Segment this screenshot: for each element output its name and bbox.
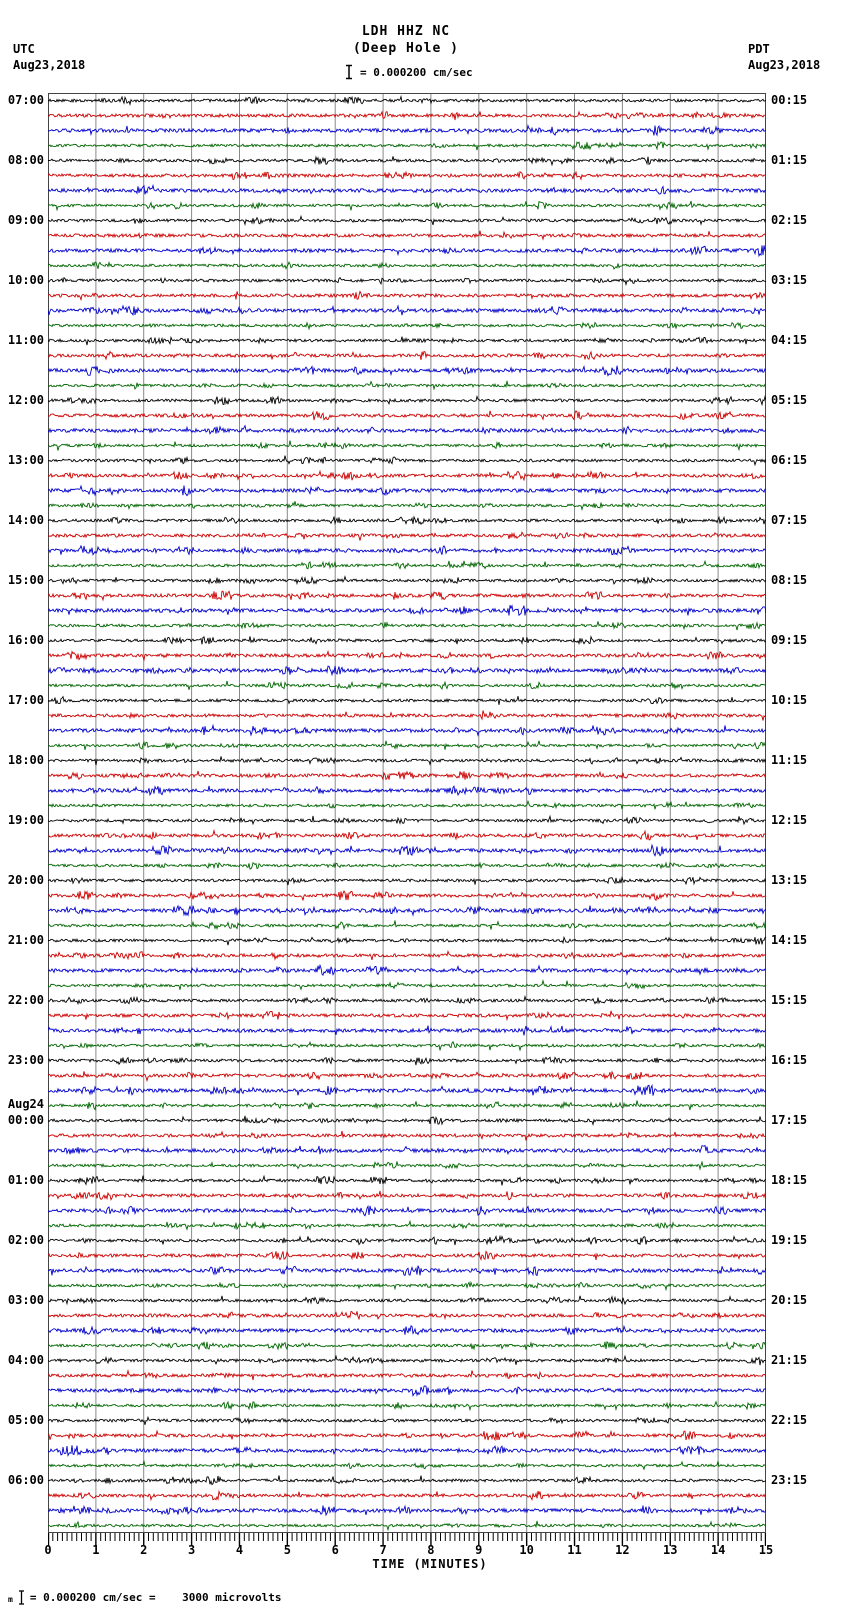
left-time-label: 03:00 <box>7 1293 44 1307</box>
seismogram-trace <box>48 726 766 736</box>
right-time-label: 08:15 <box>771 573 808 587</box>
seismogram-trace <box>48 501 766 509</box>
seismogram-trace <box>48 486 766 496</box>
right-time-label: 03:15 <box>771 273 808 287</box>
scale-bar-icon <box>345 64 353 80</box>
seismogram-trace <box>48 1417 766 1425</box>
seismogram-trace <box>48 921 766 930</box>
left-time-label: 08:00 <box>7 153 44 167</box>
seismogram-trace <box>48 397 766 405</box>
seismogram-trace <box>48 696 766 705</box>
left-time-label: 01:00 <box>7 1173 44 1187</box>
right-time-label: 13:15 <box>771 873 808 887</box>
title-block <box>260 24 552 56</box>
date-change-label: Aug24 <box>7 1097 44 1111</box>
right-timezone-label: PDT <box>748 42 770 56</box>
left-time-label: 10:00 <box>7 273 44 287</box>
minute-tick-label: 1 <box>92 1543 100 1557</box>
left-time-label: 21:00 <box>7 933 44 947</box>
seismogram-trace <box>48 845 766 856</box>
seismogram-trace <box>48 1085 766 1095</box>
left-time-label: 23:00 <box>7 1053 44 1067</box>
left-time-label: 18:00 <box>7 753 44 767</box>
left-time-label: 15:00 <box>7 573 44 587</box>
seismogram-trace <box>48 1056 766 1065</box>
seismogram-trace <box>48 1431 766 1440</box>
minute-tick-label: 3 <box>187 1543 196 1557</box>
seismogram-trace <box>48 877 766 885</box>
left-time-label: 22:00 <box>7 993 44 1007</box>
amplitude-scale-line <box>345 63 473 81</box>
left-time-label: 12:00 <box>7 393 44 407</box>
left-time-label: 19:00 <box>7 813 44 827</box>
left-time-label: 02:00 <box>7 1233 44 1247</box>
seismogram-trace <box>48 1191 766 1200</box>
left-date-label: Aug23,2018 <box>13 58 86 72</box>
minute-tick-label: 4 <box>235 1543 244 1557</box>
footer-scale-bar-icon <box>18 1590 25 1605</box>
seismogram-trace <box>48 981 766 990</box>
seismogram-trace <box>48 591 766 600</box>
seismogram-trace <box>48 997 766 1004</box>
seismogram-trace <box>48 366 766 376</box>
seismogram-trace <box>48 636 766 644</box>
seismogram-trace <box>48 323 766 329</box>
minute-tick-label: 6 <box>331 1543 339 1557</box>
seismogram-trace <box>48 456 766 465</box>
left-time-label: 13:00 <box>7 453 44 467</box>
left-time-label: 04:00 <box>7 1353 44 1367</box>
seismogram-trace <box>48 517 766 525</box>
left-time-label: 17:00 <box>7 693 44 707</box>
seismogram-trace <box>48 126 766 136</box>
seismogram-trace <box>48 1131 766 1141</box>
minute-tick-label: 10 <box>519 1543 534 1557</box>
right-time-label: 15:15 <box>771 993 808 1007</box>
minute-tick-label: 0 <box>44 1543 52 1557</box>
seismogram-trace <box>48 291 766 299</box>
seismogram-trace <box>48 1162 766 1170</box>
right-time-label: 14:15 <box>771 933 808 947</box>
seismogram-trace <box>48 172 766 180</box>
left-time-label: 09:00 <box>7 213 44 227</box>
seismogram-trace <box>48 1445 766 1455</box>
seismogram-trace <box>48 1042 766 1051</box>
seismogram-trace <box>48 381 766 389</box>
right-time-label: 05:15 <box>771 393 808 407</box>
x-axis-title: TIME (MINUTES) <box>372 1557 488 1571</box>
right-time-label: 07:15 <box>771 513 808 527</box>
seismogram-trace <box>48 156 766 164</box>
right-time-label: 17:15 <box>771 1113 808 1127</box>
seismogram-trace <box>48 831 766 840</box>
seismogram-trace <box>48 546 766 555</box>
left-time-label: 06:00 <box>7 1473 44 1487</box>
left-time-label: 16:00 <box>7 633 44 647</box>
left-time-label: 05:00 <box>7 1413 44 1427</box>
seismogram-trace <box>48 681 766 690</box>
seismogram-trace <box>48 1506 766 1515</box>
seismogram-trace <box>48 771 766 780</box>
right-date-label: Aug23,2018 <box>748 58 821 72</box>
seismogram-trace <box>48 532 766 540</box>
minute-tick-label: 2 <box>140 1543 148 1557</box>
seismogram-trace <box>48 1236 766 1245</box>
right-time-label: 01:15 <box>771 153 808 167</box>
right-timezone-block <box>748 41 820 73</box>
seismogram-trace <box>48 186 766 195</box>
seismogram-trace <box>48 1282 766 1289</box>
right-time-label: 19:15 <box>771 1233 808 1247</box>
seismogram-trace <box>48 471 766 480</box>
right-time-label: 04:15 <box>771 333 808 347</box>
seismogram-trace <box>48 1011 766 1020</box>
seismogram-trace <box>48 1116 766 1125</box>
seismogram-trace <box>48 1371 766 1381</box>
seismogram-trace <box>48 1176 766 1186</box>
minute-tick-label: 5 <box>283 1543 291 1557</box>
seismogram-trace <box>48 1101 766 1111</box>
seismogram-trace <box>48 112 766 121</box>
right-time-label: 23:15 <box>771 1473 808 1487</box>
seismogram-trace <box>48 621 766 630</box>
seismogram-trace <box>48 1026 766 1036</box>
left-time-label: 20:00 <box>7 873 44 887</box>
right-time-label: 09:15 <box>771 633 808 647</box>
seismogram-trace <box>48 652 766 660</box>
footer-scale-line <box>8 1588 282 1606</box>
left-time-label: 00:00 <box>7 1113 44 1127</box>
right-time-label: 11:15 <box>771 753 808 767</box>
seismogram-trace <box>48 1521 766 1530</box>
seismogram-trace <box>48 561 766 569</box>
seismogram-trace <box>48 1221 766 1229</box>
minute-tick-label: 7 <box>379 1543 387 1557</box>
scale-label: = 0.000200 cm/sec <box>360 65 473 79</box>
seismogram-trace <box>48 952 766 960</box>
minute-tick-label: 12 <box>615 1543 630 1557</box>
right-time-label: 00:15 <box>771 93 808 107</box>
right-time-label: 12:15 <box>771 813 808 827</box>
seismogram-trace <box>48 1251 766 1260</box>
left-timezone-label: UTC <box>13 42 35 56</box>
seismogram-trace <box>48 1311 766 1319</box>
station-title: LDH HHZ NC <box>361 24 451 39</box>
seismogram-trace <box>48 1386 766 1396</box>
seismogram-trace <box>48 1206 766 1216</box>
minute-tick-label: 8 <box>427 1543 435 1557</box>
seismogram-trace <box>48 741 766 750</box>
seismogram-trace <box>48 891 766 900</box>
seismogram-trace <box>48 278 766 285</box>
seismogram-trace <box>48 801 766 809</box>
left-time-label: 11:00 <box>7 333 44 347</box>
seismogram-trace <box>48 1461 766 1469</box>
right-time-label: 02:15 <box>771 213 808 227</box>
seismogram-trace <box>48 863 766 869</box>
seismogram-trace <box>48 411 766 420</box>
seismogram-trace <box>48 577 766 584</box>
seismogram-trace <box>48 1266 766 1276</box>
seismogram-trace <box>48 97 766 105</box>
minute-tick-label: 14 <box>710 1543 726 1557</box>
minute-tick-label: 13 <box>663 1543 678 1557</box>
right-time-label: 10:15 <box>771 693 808 707</box>
seismogram-trace <box>48 1356 766 1365</box>
right-time-label: 21:15 <box>771 1353 808 1367</box>
seismogram-trace <box>48 352 766 360</box>
seismogram-trace <box>48 711 766 721</box>
seismogram-trace <box>48 965 766 975</box>
seismogram-trace <box>48 666 766 675</box>
seismogram-trace <box>48 786 766 795</box>
right-time-label: 16:15 <box>771 1053 808 1067</box>
seismogram-trace <box>48 1326 766 1335</box>
seismogram-trace <box>48 441 766 451</box>
seismogram-trace <box>48 231 766 239</box>
minute-tick-label: 11 <box>567 1543 582 1557</box>
seismogram-trace <box>48 605 766 615</box>
seismogram-trace <box>48 216 766 225</box>
right-time-label: 22:15 <box>771 1413 808 1427</box>
station-location: (Deep Hole ) <box>353 41 459 56</box>
seismogram-trace <box>48 1476 766 1485</box>
seismogram-trace <box>48 1491 766 1500</box>
footer-scale-text: = 0.000200 cm/sec = 3000 microvolts <box>29 1590 282 1604</box>
seismogram-trace <box>48 1146 766 1155</box>
footer-prefix-glyph: m <box>8 1595 13 1604</box>
seismogram-trace <box>48 1342 766 1350</box>
seismogram-trace <box>48 1402 766 1410</box>
seismogram-trace <box>48 1296 766 1304</box>
minute-tick-label: 9 <box>475 1543 483 1557</box>
minute-tick-label: 15 <box>758 1543 774 1557</box>
seismogram-trace <box>48 906 766 916</box>
seismogram-trace <box>48 756 766 765</box>
seismogram-plot <box>48 93 766 1547</box>
left-time-label: 14:00 <box>7 513 44 527</box>
seismogram-trace <box>48 937 766 945</box>
right-time-label: 18:15 <box>771 1173 808 1187</box>
seismogram-trace <box>48 426 766 435</box>
seismogram-trace <box>48 306 766 315</box>
left-time-label: 07:00 <box>7 93 44 107</box>
seismogram-trace <box>48 816 766 824</box>
seismogram-trace <box>48 337 766 345</box>
right-time-label: 20:15 <box>771 1293 808 1307</box>
seismogram-trace <box>48 262 766 269</box>
right-time-label: 06:15 <box>771 453 808 467</box>
seismogram-trace <box>48 142 766 150</box>
seismogram-trace <box>48 1071 766 1080</box>
seismogram-trace <box>48 245 766 255</box>
left-timezone-block <box>13 41 85 73</box>
seismogram-trace <box>48 201 766 210</box>
